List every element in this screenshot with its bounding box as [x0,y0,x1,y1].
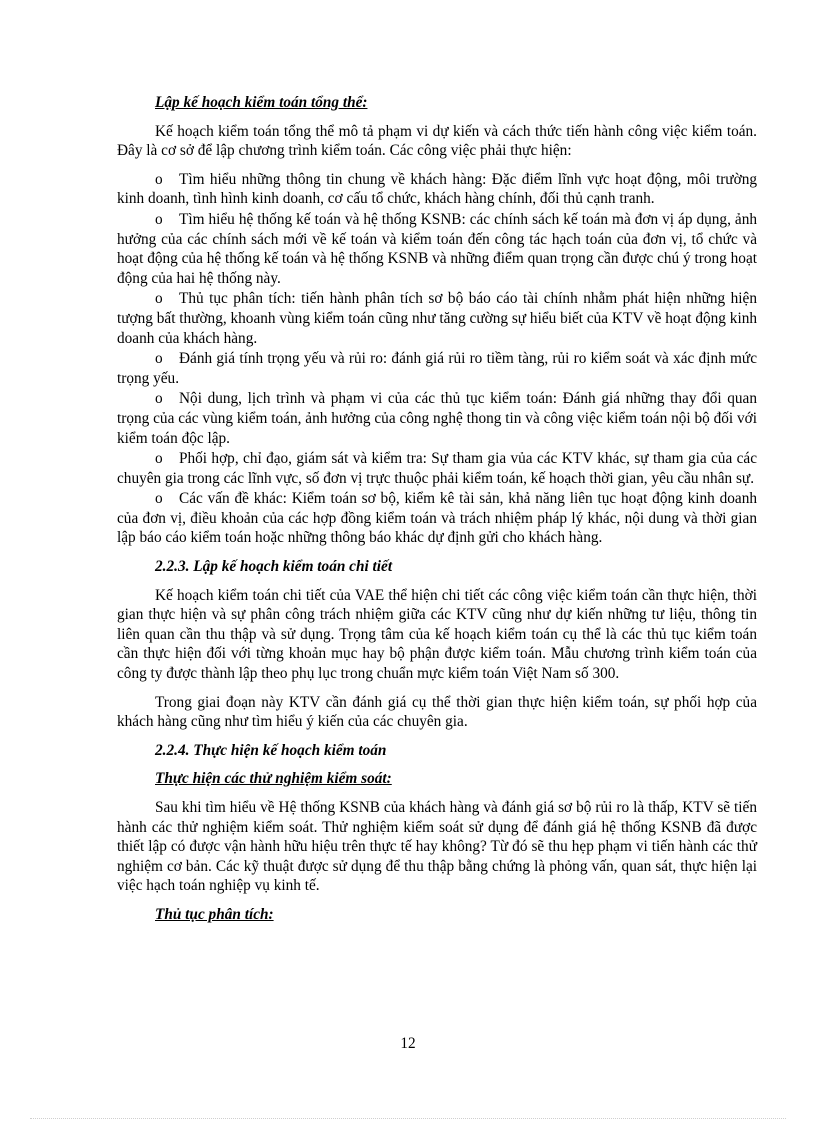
page-number: 12 [400,1035,416,1052]
bullet-item: o Đánh giá tính trọng yếu và rủi ro: đánh giá rủi ro tiềm tàng, rủi ro kiểm soát và xác định mức trọng yếu. [117,350,757,387]
heading-control-tests: Thực hiện các thử nghiệm kiểm soát: [155,770,392,788]
bullet-item: o Tìm hiểu hệ thống kế toán và hệ thống KSNB: các chính sách kế toán mà đơn vị áp dụng, ảnh hưởng của các chính sách mới về kế toán và kiểm toán đến công tác hạch toán của đơn vị, tổ chức và hoạt động của hệ thống kế toán và hệ thống KSNB và những điểm quan trọng cần được chú ý trong hoạt động của hai hệ thống này. [117,210,757,287]
bullet-item: o Các vấn đề khác: Kiểm toán sơ bộ, kiểm kê tài sản, khả năng liên tục hoạt động kinh doanh của đơn vị, điều khoản của các hợp đồng kiểm toán và trách nhiệm pháp lý khác, nội dung và thời gian lập báo cáo kiểm toán hoặc những thông báo khác dự định gửi cho khách hàng. [117,490,757,547]
detail-plan-paragraph-1: Kế hoạch kiểm toán chi tiết của VAE thể hiện chi tiết các công việc kiểm toán cần thực hiện, thời gian thực hiện và sự phân công trách nhiệm giữa các KTV cũng như dự kiến những tư liệu, thông tin liên quan cần thu thập và sử dụng. Trọng tâm của kế hoạch kiểm toán cụ thể là các thủ tục kiểm toán cần thực hiện đối với từng khoản mục hay bộ phận được kiểm toán. Mẫu chương trình kiểm toán của công ty được thành lập theo phụ lục trong chuẩn mực kiểm toán Việt Nam số 300. [117,586,757,683]
bullet-item: o Phối hợp, chỉ đạo, giám sát và kiểm tra: Sự tham gia vủa các KTV khác, sự tham gia của các chuyên gia trong các lĩnh vực, số đơn vị trực thuộc phải kiểm toán, kế hoạch thời gian, yêu cầu nhân sự. [117,450,757,487]
control-tests-paragraph: Sau khi tìm hiểu về Hệ thống KSNB của khách hàng và đánh giá sơ bộ rủi ro là thấp, KTV sẽ tiến hành các thử nghiệm kiểm soát. Thử nghiệm kiểm soát sử dụng để đánh giá hệ thống KSNB đã được thiết lập có được vận hành hữu hiệu trên thực tế hay không? Từ đó sẽ thu hẹp phạm vi tiến hành các thử nghiệm cơ bản. Các kỹ thuật được sử dụng để thu thập bằng chứng là phỏng vấn, quan sát, thực hiện lại việc hạch toán nghiệp vụ kinh tế. [117,799,757,895]
overall-intro-paragraph: Kế hoạch kiểm toán tổng thể mô tả phạm vi dự kiến và cách thức tiến hành công việc kiểm toán. Đây là cơ sở để lập chương trình kiểm toán. Các công việc phải thực hiện: [117,122,757,160]
bullet-item: o Nội dung, lịch trình và phạm vi của các thủ tục kiểm toán: Đánh giá những thay đổi quan trọng của các vùng kiểm toán, ảnh hưởng của công nghệ thong tin và công việc kiểm toán nội bộ đối với kiểm toán độc lập. [117,390,757,447]
page-content [117,93,757,934]
heading-overall-plan: Lập kế hoạch kiểm toán tổng thể: [155,94,368,111]
section-2-2-4-heading: 2.2.4. Thực hiện kế hoạch kiểm toán [155,741,387,759]
detail-plan-paragraph-2: Trong giai đoạn này KTV cần đánh giá cụ thể thời gian thực hiện kiểm toán, sự phối hợp của khách hàng cũng như tìm hiểu ý kiến của các chuyên gia. [117,693,757,731]
page-bottom-divider [30,1118,786,1119]
bullet-item: o Tìm hiểu những thông tin chung về khách hàng: Đặc điểm lĩnh vực hoạt động, môi trường kinh doanh, tình hình kinh doanh, cơ cấu tổ chức, khách hàng chính, đối thủ cạnh tranh. [117,170,757,208]
section-2-2-3-heading: 2.2.3. Lập kế hoạch kiểm toán chi tiết [155,558,393,576]
bullet-item: o Thủ tục phân tích: tiến hành phân tích sơ bộ báo cáo tài chính nhằm phát hiện những hiện tượng bất thường, khoanh vùng kiểm toán cũng như tăng cường sự hiểu biết của KTV về hoạt động kinh doanh của khách hàng. [117,290,757,347]
heading-analytical-procedures: Thủ tục phân tích: [155,905,274,923]
